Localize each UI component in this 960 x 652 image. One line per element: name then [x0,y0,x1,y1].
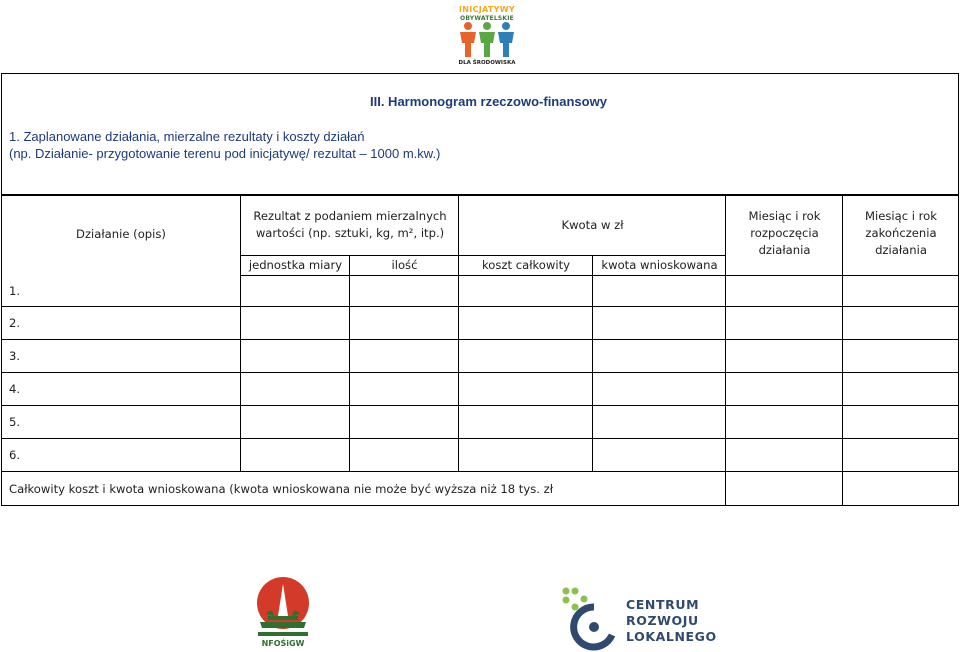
row-divider-6 [1,438,959,439]
header-amount: Kwota w zł [561,218,624,232]
logo-line-3: DLA ŚRODOWISKA [458,60,516,66]
schedule-table [1,195,959,506]
header-action: Działanie (opis) [76,227,166,241]
col-divider-cost [592,255,593,471]
people-icon [456,21,518,59]
crl-emblem-icon [560,585,622,651]
row-number-4: 4. [9,382,21,396]
total-row-label: Całkowity koszt i kwota wnioskowana (kwota wnioskowana nie może być wyższa niż 18 tys. zł [9,482,553,496]
subheader-total-cost: koszt całkowity [481,258,571,272]
table-border-top [1,195,959,196]
header-month-start-3: działania [758,243,811,257]
logo-line-1: INICJATYWY [459,5,515,14]
nfosigw-emblem-icon [254,576,312,638]
header-result-line-2: wartości (np. sztuki, kg, m², itp.) [255,226,445,240]
table-border-bottom [1,505,959,506]
crl-line-2: ROZWOJU [626,613,699,628]
intro-line-1: 1. Zaplanowane działania, mierzalne rezultaty i koszty działań [9,129,365,144]
row-number-6: 6. [9,448,21,462]
subheader-divider [240,255,725,256]
nfosigw-text: NFOŚiGW [261,639,305,648]
row-divider-1 [240,275,959,276]
row-number-1: 1. [9,284,21,298]
header-month-end-3: działania [875,243,927,257]
row-divider-2 [1,306,959,307]
logo-line-2: OBYWATELSKIE [460,15,514,22]
row-divider-4 [1,372,959,373]
inicjatywy-logo [452,4,522,68]
row-number-3: 3. [9,349,21,363]
crl-line-1: CENTRUM [626,597,700,612]
header-month-end-2: zakończenia [865,226,937,240]
section-title: III. Harmonogram rzeczowo-finansowy [370,94,607,109]
col-divider-unit [349,255,350,471]
header-month-start-1: Miesiąc i rok [748,209,821,223]
header-month-end-1: Miesiąc i rok [864,209,937,223]
crl-line-3: LOKALNEGO [626,629,717,644]
row-divider-3 [1,339,959,340]
subheader-quantity: ilość [391,258,418,272]
header-result-line-1: Rezultat z podaniem mierzalnych [253,209,447,223]
row-number-2: 2. [9,316,21,330]
nfosigw-logo [254,576,312,652]
subheader-requested: kwota wnioskowana [601,258,718,272]
intro-line-2: (np. Działanie- przygotowanie terenu pod inicjatywę/ rezultat – 1000 m.kw.) [9,146,441,161]
centrum-rozwoju-lokalnego-logo [560,585,725,651]
row-divider-5 [1,405,959,406]
subheader-unit: jednostka miary [248,258,343,272]
row-number-5: 5. [9,415,21,429]
header-month-start-2: rozpoczęcia [750,226,819,240]
row-divider-7 [1,471,959,472]
